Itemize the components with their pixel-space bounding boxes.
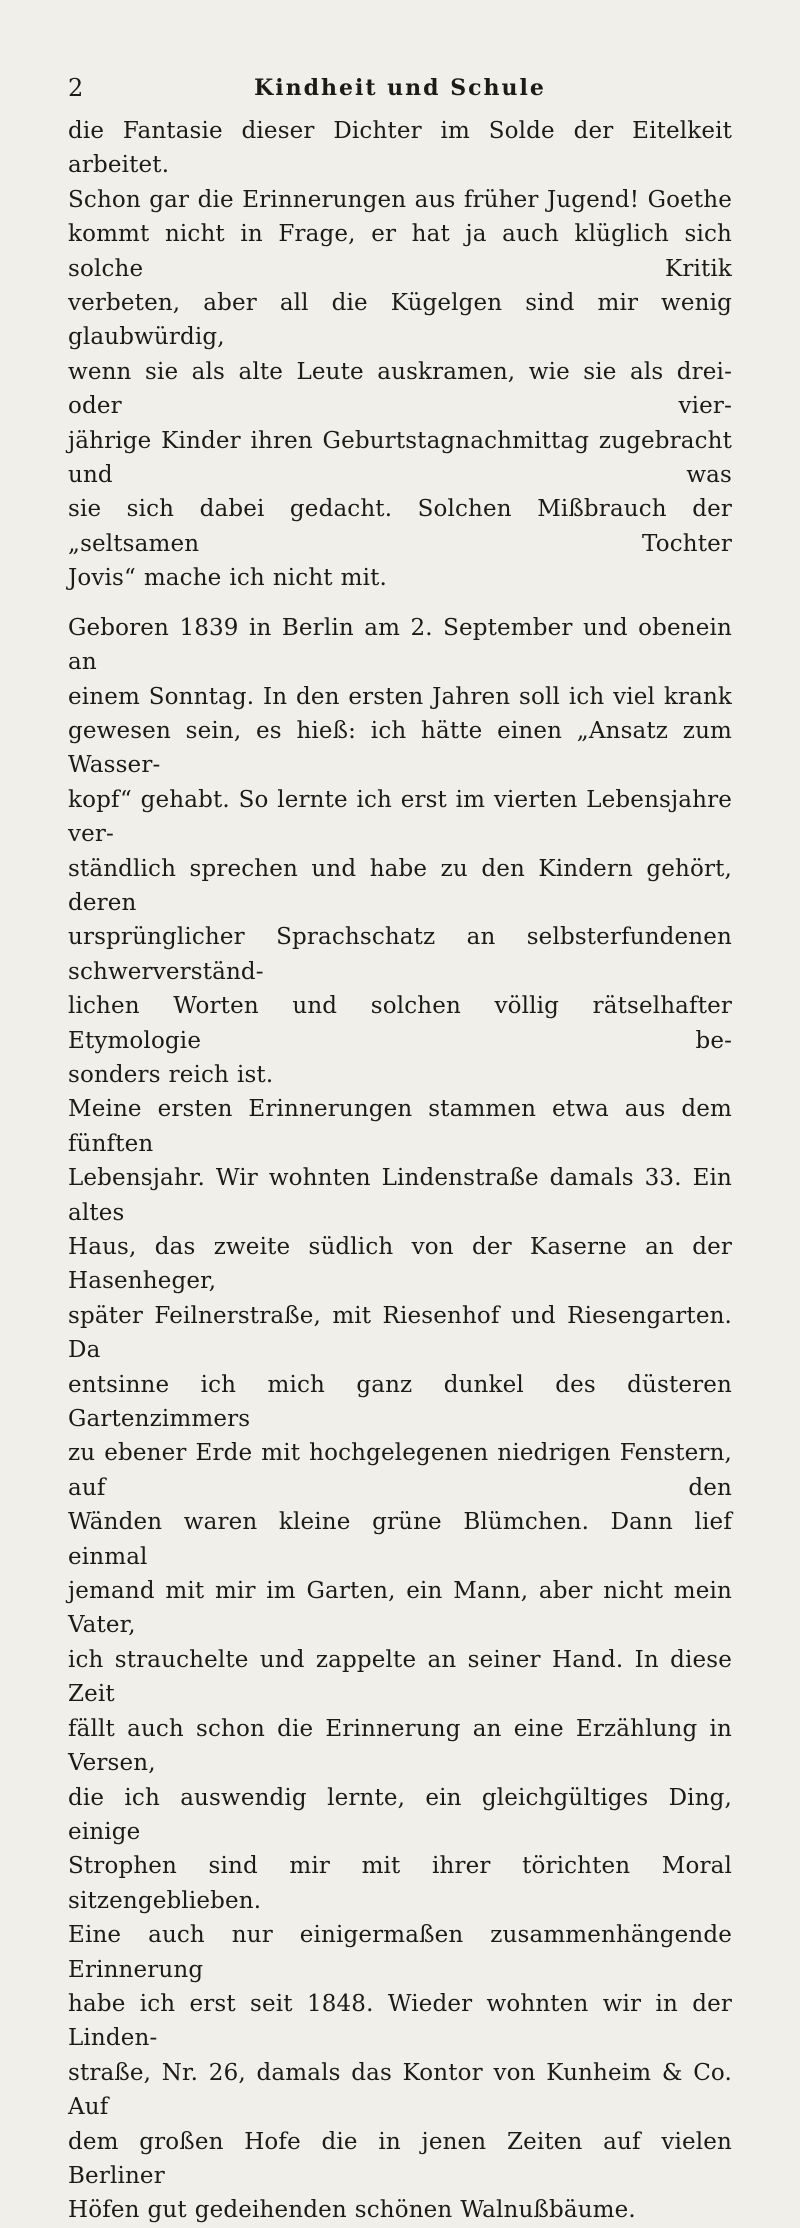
text-line: zu ebener Erde mit hochgelegenen niedrigen Fenstern, auf den (68, 1440, 732, 1501)
text-line: lichen Worten und solchen völlig rätselhafter Etymologie be- (68, 993, 732, 1054)
text-line: fällt auch schon die Erinnerung an eine Erzählung in Versen, (68, 1715, 732, 1777)
text-line: Höfen gut gedeihenden schönen Walnußbäume. (68, 2197, 636, 2224)
text-line: Haus, das zweite südlich von der Kaserne an der Hasenheger, (68, 1234, 732, 1295)
running-head: Kindheit und Schule (254, 75, 546, 101)
text-line: jährige Kinder ihren Geburtstagnachmittag zugebracht und was (68, 427, 732, 489)
paragraph-3 (68, 1092, 732, 2227)
text-line: Geboren 1839 in Berlin am 2. September und obenein an (68, 614, 732, 676)
text-line: verbeten, aber all die Kügelgen sind mir wenig glaubwürdig, (68, 290, 732, 351)
paragraph-2 (68, 611, 732, 1093)
text-line: habe ich erst seit 1848. Wieder wohnten wir in der Linden- (68, 1990, 732, 2052)
text-line: Wänden waren kleine grüne Blümchen. Dann lief einmal (68, 1509, 732, 1570)
text-line: Eine auch nur einigermaßen zusammenhängende Erinnerung (68, 1922, 732, 1983)
text-line: einem Sonntag. In den ersten Jahren soll ich viel krank (68, 683, 732, 710)
text-line: sonders reich ist. (68, 1061, 274, 1088)
page-header (68, 72, 732, 104)
text-line: die Fantasie dieser Dichter im Solde der Eitelkeit arbeitet. (68, 118, 732, 179)
text-line: ich strauchelte und zappelte an seiner Hand. In diese Zeit (68, 1646, 732, 1708)
text-line: ständlich sprechen und habe zu den Kindern gehört, deren (68, 855, 732, 916)
text-line: jemand mit mir im Garten, ein Mann, aber nicht mein Vater, (68, 1578, 732, 1639)
text-line: die ich auswendig lernte, ein gleichgültiges Ding, einige (68, 1784, 732, 1845)
text-line: Schon gar die Erinnerungen aus früher Jugend! Goethe (68, 186, 732, 213)
text-line: sie sich dabei gedacht. Solchen Mißbrauch der „seltsamen Tochter (68, 496, 732, 557)
text-line: wenn sie als alte Leute auskramen, wie sie als drei- oder vier- (68, 358, 732, 420)
text-line: Meine ersten Erinnerungen stammen etwa aus dem fünften (68, 1096, 732, 1157)
text-line: später Feilnerstraße, mit Riesenhof und Riesengarten. Da (68, 1302, 732, 1364)
text-line: kopf“ gehabt. So lernte ich erst im vierten Lebensjahre ver- (68, 786, 732, 848)
paragraph-1 (68, 114, 732, 596)
text-line: Lebensjahr. Wir wohnten Lindenstraße damals 33. Ein altes (68, 1165, 732, 1226)
text-line: ursprünglicher Sprachschatz an selbsterfundenen schwerverständ- (68, 924, 732, 985)
text-line: kommt nicht in Frage, er hat ja auch klüglich sich solche Kritik (68, 221, 732, 282)
page-number: 2 (68, 74, 84, 102)
text-line: Jovis“ mache ich nicht mit. (68, 565, 387, 592)
text-line: entsinne ich mich ganz dunkel des düsteren Gartenzimmers (68, 1371, 732, 1433)
text-line: straße, Nr. 26, damals das Kontor von Kunheim & Co. Auf (68, 2059, 732, 2121)
text-line: dem großen Hofe die in jenen Zeiten auf vielen Berliner (68, 2128, 732, 2189)
body-text (68, 114, 732, 2228)
text-line: Strophen sind mir mit ihrer törichten Moral sitzengeblieben. (68, 1853, 732, 1914)
text-line: gewesen sein, es hieß: ich hätte einen „Ansatz zum Wasser- (68, 717, 732, 779)
